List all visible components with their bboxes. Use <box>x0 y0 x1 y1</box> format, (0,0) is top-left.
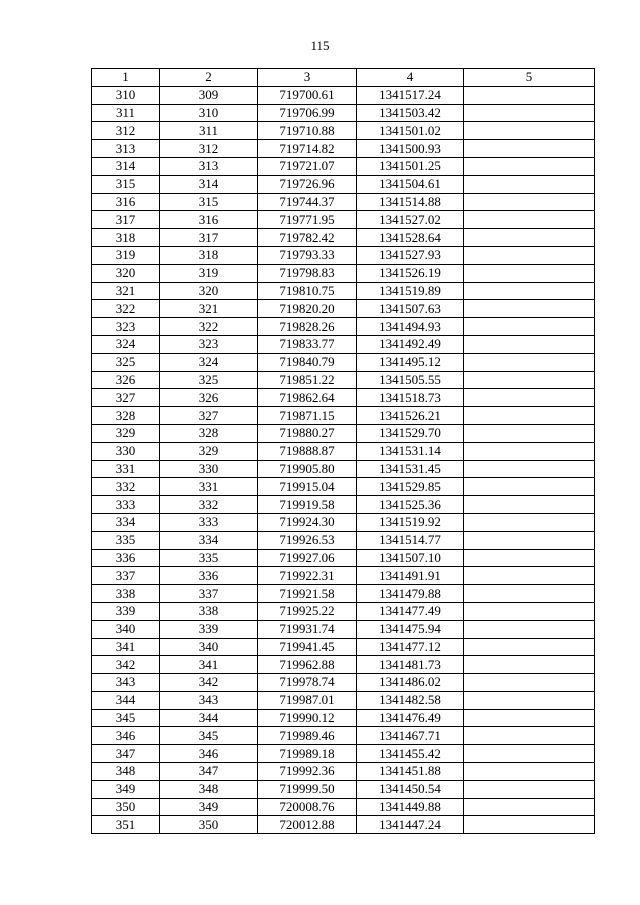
table-cell <box>464 157 595 175</box>
table-cell: 341 <box>92 638 160 656</box>
table-cell <box>464 513 595 531</box>
table-cell: 1341531.45 <box>357 460 464 478</box>
table-cell: 311 <box>160 122 258 140</box>
table-cell: 345 <box>160 727 258 745</box>
table-cell: 349 <box>160 798 258 816</box>
table-cell <box>464 211 595 229</box>
table-row <box>92 353 595 371</box>
table-cell: 1341450.54 <box>357 780 464 798</box>
table-cell: 1341481.73 <box>357 656 464 674</box>
table-cell: 321 <box>92 282 160 300</box>
table-cell: 336 <box>92 549 160 567</box>
table-cell: 719990.12 <box>258 709 357 727</box>
table-row <box>92 229 595 247</box>
table-cell: 339 <box>92 602 160 620</box>
table-cell: 321 <box>160 300 258 318</box>
table-cell <box>464 460 595 478</box>
table-cell <box>464 691 595 709</box>
table-row <box>92 674 595 692</box>
table-cell: 719840.79 <box>258 353 357 371</box>
table-cell: 346 <box>160 745 258 763</box>
table-cell <box>464 620 595 638</box>
table-cell: 1341486.02 <box>357 674 464 692</box>
table-cell: 337 <box>92 567 160 585</box>
table-cell <box>464 389 595 407</box>
table-cell: 310 <box>160 104 258 122</box>
table-cell <box>464 674 595 692</box>
table-cell: 1341501.25 <box>357 157 464 175</box>
table-cell: 1341525.36 <box>357 496 464 514</box>
table-cell: 319 <box>160 264 258 282</box>
table-cell: 313 <box>160 157 258 175</box>
table-row <box>92 816 595 834</box>
table-cell: 317 <box>92 211 160 229</box>
table-cell: 325 <box>160 371 258 389</box>
table-row <box>92 513 595 531</box>
table-row <box>92 246 595 264</box>
table-cell: 719931.74 <box>258 620 357 638</box>
table-cell: 324 <box>160 353 258 371</box>
table-cell: 338 <box>92 585 160 603</box>
table-cell <box>464 407 595 425</box>
table-cell <box>464 727 595 745</box>
table-cell: 719714.82 <box>258 140 357 158</box>
table-cell: 719771.95 <box>258 211 357 229</box>
table-cell: 719810.75 <box>258 282 357 300</box>
table-cell: 719706.99 <box>258 104 357 122</box>
table-cell: 348 <box>160 780 258 798</box>
table-cell <box>464 709 595 727</box>
table-cell: 339 <box>160 620 258 638</box>
table-cell: 1341505.55 <box>357 371 464 389</box>
table-cell: 1341529.85 <box>357 478 464 496</box>
table-cell: 1341507.10 <box>357 549 464 567</box>
table-cell <box>464 816 595 834</box>
table-cell: 719921.58 <box>258 585 357 603</box>
table-cell: 1341519.89 <box>357 282 464 300</box>
table-cell: 314 <box>92 157 160 175</box>
table-cell: 720012.88 <box>258 816 357 834</box>
table-cell: 1341529.70 <box>357 424 464 442</box>
table-row <box>92 371 595 389</box>
table-cell <box>464 300 595 318</box>
table-cell: 719989.46 <box>258 727 357 745</box>
table-row <box>92 318 595 336</box>
table-cell: 1341495.12 <box>357 353 464 371</box>
table-cell <box>464 763 595 781</box>
table-row <box>92 585 595 603</box>
table-cell <box>464 104 595 122</box>
table-cell: 1341527.02 <box>357 211 464 229</box>
table-cell: 719905.80 <box>258 460 357 478</box>
table-cell: 341 <box>160 656 258 674</box>
table-cell: 343 <box>92 674 160 692</box>
table-row <box>92 175 595 193</box>
table-cell: 1341492.49 <box>357 335 464 353</box>
table-cell <box>464 86 595 104</box>
table-cell: 719941.45 <box>258 638 357 656</box>
table-cell: 1341494.93 <box>357 318 464 336</box>
table-row <box>92 567 595 585</box>
table-cell: 325 <box>92 353 160 371</box>
table-cell: 719880.27 <box>258 424 357 442</box>
table-cell: 331 <box>160 478 258 496</box>
table-cell: 1341479.88 <box>357 585 464 603</box>
table-cell: 719888.87 <box>258 442 357 460</box>
table-cell: 1341451.88 <box>357 763 464 781</box>
table-cell: 1341514.77 <box>357 531 464 549</box>
table-row <box>92 140 595 158</box>
table-row <box>92 264 595 282</box>
table-cell: 330 <box>160 460 258 478</box>
table-cell: 1341519.92 <box>357 513 464 531</box>
table-cell: 315 <box>92 175 160 193</box>
table-cell: 719915.04 <box>258 478 357 496</box>
table-cell: 719851.22 <box>258 371 357 389</box>
table-cell <box>464 246 595 264</box>
table-cell: 1341507.63 <box>357 300 464 318</box>
table-cell: 1341500.93 <box>357 140 464 158</box>
table-cell <box>464 745 595 763</box>
table-cell: 345 <box>92 709 160 727</box>
table-cell <box>464 318 595 336</box>
table-cell: 335 <box>92 531 160 549</box>
table-cell <box>464 496 595 514</box>
table-cell: 1341475.94 <box>357 620 464 638</box>
table-cell: 344 <box>160 709 258 727</box>
table-cell: 719820.20 <box>258 300 357 318</box>
table-row <box>92 691 595 709</box>
table-cell: 332 <box>92 478 160 496</box>
table-cell <box>464 264 595 282</box>
table-row <box>92 656 595 674</box>
table-cell <box>464 798 595 816</box>
table-row <box>92 104 595 122</box>
table-cell: 320 <box>160 282 258 300</box>
table-row <box>92 335 595 353</box>
table-row <box>92 193 595 211</box>
table-row <box>92 727 595 745</box>
table-cell: 319 <box>92 246 160 264</box>
table-row <box>92 478 595 496</box>
table-cell: 335 <box>160 549 258 567</box>
table-row <box>92 531 595 549</box>
table-cell: 329 <box>92 424 160 442</box>
table-cell: 312 <box>160 140 258 158</box>
table-cell: 1341526.19 <box>357 264 464 282</box>
table-cell: 719710.88 <box>258 122 357 140</box>
table-cell <box>464 549 595 567</box>
table-cell: 330 <box>92 442 160 460</box>
column-header: 4 <box>357 69 464 87</box>
table-cell: 719927.06 <box>258 549 357 567</box>
table-row <box>92 442 595 460</box>
table-cell: 322 <box>160 318 258 336</box>
table-cell: 333 <box>92 496 160 514</box>
table-cell: 344 <box>92 691 160 709</box>
table-cell: 1341477.49 <box>357 602 464 620</box>
coordinates-table <box>91 68 595 834</box>
table-cell: 1341467.71 <box>357 727 464 745</box>
table-cell: 316 <box>160 211 258 229</box>
table-cell: 719989.18 <box>258 745 357 763</box>
table-cell <box>464 531 595 549</box>
table-cell: 342 <box>160 674 258 692</box>
table-cell <box>464 585 595 603</box>
table-cell: 327 <box>160 407 258 425</box>
table-row <box>92 496 595 514</box>
table-cell: 311 <box>92 104 160 122</box>
table-body <box>92 86 595 833</box>
column-header: 2 <box>160 69 258 87</box>
table-cell: 337 <box>160 585 258 603</box>
table-cell: 1341449.88 <box>357 798 464 816</box>
table-cell <box>464 282 595 300</box>
table-cell <box>464 780 595 798</box>
table-cell: 1341482.58 <box>357 691 464 709</box>
table-cell: 326 <box>92 371 160 389</box>
table-cell <box>464 442 595 460</box>
page-number: 115 <box>310 38 330 53</box>
table-row <box>92 549 595 567</box>
table-cell: 719987.01 <box>258 691 357 709</box>
table-cell: 349 <box>92 780 160 798</box>
table-row <box>92 122 595 140</box>
table-cell: 719862.64 <box>258 389 357 407</box>
table-cell: 1341501.02 <box>357 122 464 140</box>
table-cell: 720008.76 <box>258 798 357 816</box>
table-cell: 1341531.14 <box>357 442 464 460</box>
table-row <box>92 798 595 816</box>
table-row <box>92 282 595 300</box>
table-cell: 332 <box>160 496 258 514</box>
table-row <box>92 709 595 727</box>
table-cell <box>464 193 595 211</box>
table-cell: 320 <box>92 264 160 282</box>
table-row <box>92 602 595 620</box>
table-cell: 719793.33 <box>258 246 357 264</box>
table-cell: 719726.96 <box>258 175 357 193</box>
table-cell: 329 <box>160 442 258 460</box>
table-cell: 1341503.42 <box>357 104 464 122</box>
column-header: 3 <box>258 69 357 87</box>
table-header-row <box>92 69 595 87</box>
table-cell: 324 <box>92 335 160 353</box>
table-cell: 719962.88 <box>258 656 357 674</box>
table-cell: 1341477.12 <box>357 638 464 656</box>
table-row <box>92 157 595 175</box>
table-cell: 1341476.49 <box>357 709 464 727</box>
table-cell: 719926.53 <box>258 531 357 549</box>
table-cell: 309 <box>160 86 258 104</box>
table-cell: 1341504.61 <box>357 175 464 193</box>
table-cell: 719924.30 <box>258 513 357 531</box>
table-cell: 323 <box>160 335 258 353</box>
table-cell: 331 <box>92 460 160 478</box>
table-cell: 326 <box>160 389 258 407</box>
table-cell: 346 <box>92 727 160 745</box>
table-cell: 719871.15 <box>258 407 357 425</box>
table-cell: 327 <box>92 389 160 407</box>
table-cell: 333 <box>160 513 258 531</box>
table-cell: 328 <box>160 424 258 442</box>
table-cell: 719828.26 <box>258 318 357 336</box>
table-row <box>92 780 595 798</box>
table-cell: 310 <box>92 86 160 104</box>
table-cell: 351 <box>92 816 160 834</box>
table-cell <box>464 567 595 585</box>
table-cell: 342 <box>92 656 160 674</box>
table-cell: 719700.61 <box>258 86 357 104</box>
table-cell: 318 <box>92 229 160 247</box>
table-cell: 1341514.88 <box>357 193 464 211</box>
table-cell: 334 <box>160 531 258 549</box>
table-cell: 336 <box>160 567 258 585</box>
table-cell: 719999.50 <box>258 780 357 798</box>
table-cell <box>464 122 595 140</box>
table-row <box>92 745 595 763</box>
table-row <box>92 300 595 318</box>
table-cell <box>464 478 595 496</box>
table-cell: 1341526.21 <box>357 407 464 425</box>
table-cell <box>464 656 595 674</box>
table-cell: 318 <box>160 246 258 264</box>
table-cell: 316 <box>92 193 160 211</box>
table-cell: 343 <box>160 691 258 709</box>
table-cell <box>464 638 595 656</box>
table-row <box>92 620 595 638</box>
table-cell: 317 <box>160 229 258 247</box>
table-cell: 340 <box>92 620 160 638</box>
table-cell: 347 <box>92 745 160 763</box>
table-cell: 315 <box>160 193 258 211</box>
table-cell: 1341518.73 <box>357 389 464 407</box>
table-cell: 348 <box>92 763 160 781</box>
table-cell: 313 <box>92 140 160 158</box>
table-cell: 719833.77 <box>258 335 357 353</box>
table-row <box>92 389 595 407</box>
table-cell: 719922.31 <box>258 567 357 585</box>
table-cell: 347 <box>160 763 258 781</box>
table-cell: 1341517.24 <box>357 86 464 104</box>
table-row <box>92 638 595 656</box>
table-cell: 1341455.42 <box>357 745 464 763</box>
table-cell: 328 <box>92 407 160 425</box>
table-cell: 719744.37 <box>258 193 357 211</box>
table-cell: 334 <box>92 513 160 531</box>
table-cell: 719978.74 <box>258 674 357 692</box>
table-cell: 1341527.93 <box>357 246 464 264</box>
table-cell: 314 <box>160 175 258 193</box>
table-cell: 1341491.91 <box>357 567 464 585</box>
table-cell <box>464 371 595 389</box>
table-row <box>92 424 595 442</box>
table-cell: 1341447.24 <box>357 816 464 834</box>
table-cell: 312 <box>92 122 160 140</box>
table-cell: 350 <box>92 798 160 816</box>
table-cell: 350 <box>160 816 258 834</box>
column-header: 1 <box>92 69 160 87</box>
table-cell <box>464 602 595 620</box>
table-cell <box>464 140 595 158</box>
table-cell: 338 <box>160 602 258 620</box>
table-row <box>92 86 595 104</box>
table-cell: 719782.42 <box>258 229 357 247</box>
table-cell <box>464 424 595 442</box>
table-cell: 719798.83 <box>258 264 357 282</box>
table-cell: 719721.07 <box>258 157 357 175</box>
table-cell: 719925.22 <box>258 602 357 620</box>
column-header: 5 <box>464 69 595 87</box>
table-row <box>92 460 595 478</box>
table-cell <box>464 229 595 247</box>
table-cell: 340 <box>160 638 258 656</box>
table-cell: 719919.58 <box>258 496 357 514</box>
table-row <box>92 407 595 425</box>
table-cell: 719992.36 <box>258 763 357 781</box>
table-cell: 323 <box>92 318 160 336</box>
table-cell <box>464 335 595 353</box>
table-row <box>92 211 595 229</box>
table-cell <box>464 353 595 371</box>
table-row <box>92 763 595 781</box>
table-cell: 1341528.64 <box>357 229 464 247</box>
table-cell <box>464 175 595 193</box>
table-cell: 322 <box>92 300 160 318</box>
